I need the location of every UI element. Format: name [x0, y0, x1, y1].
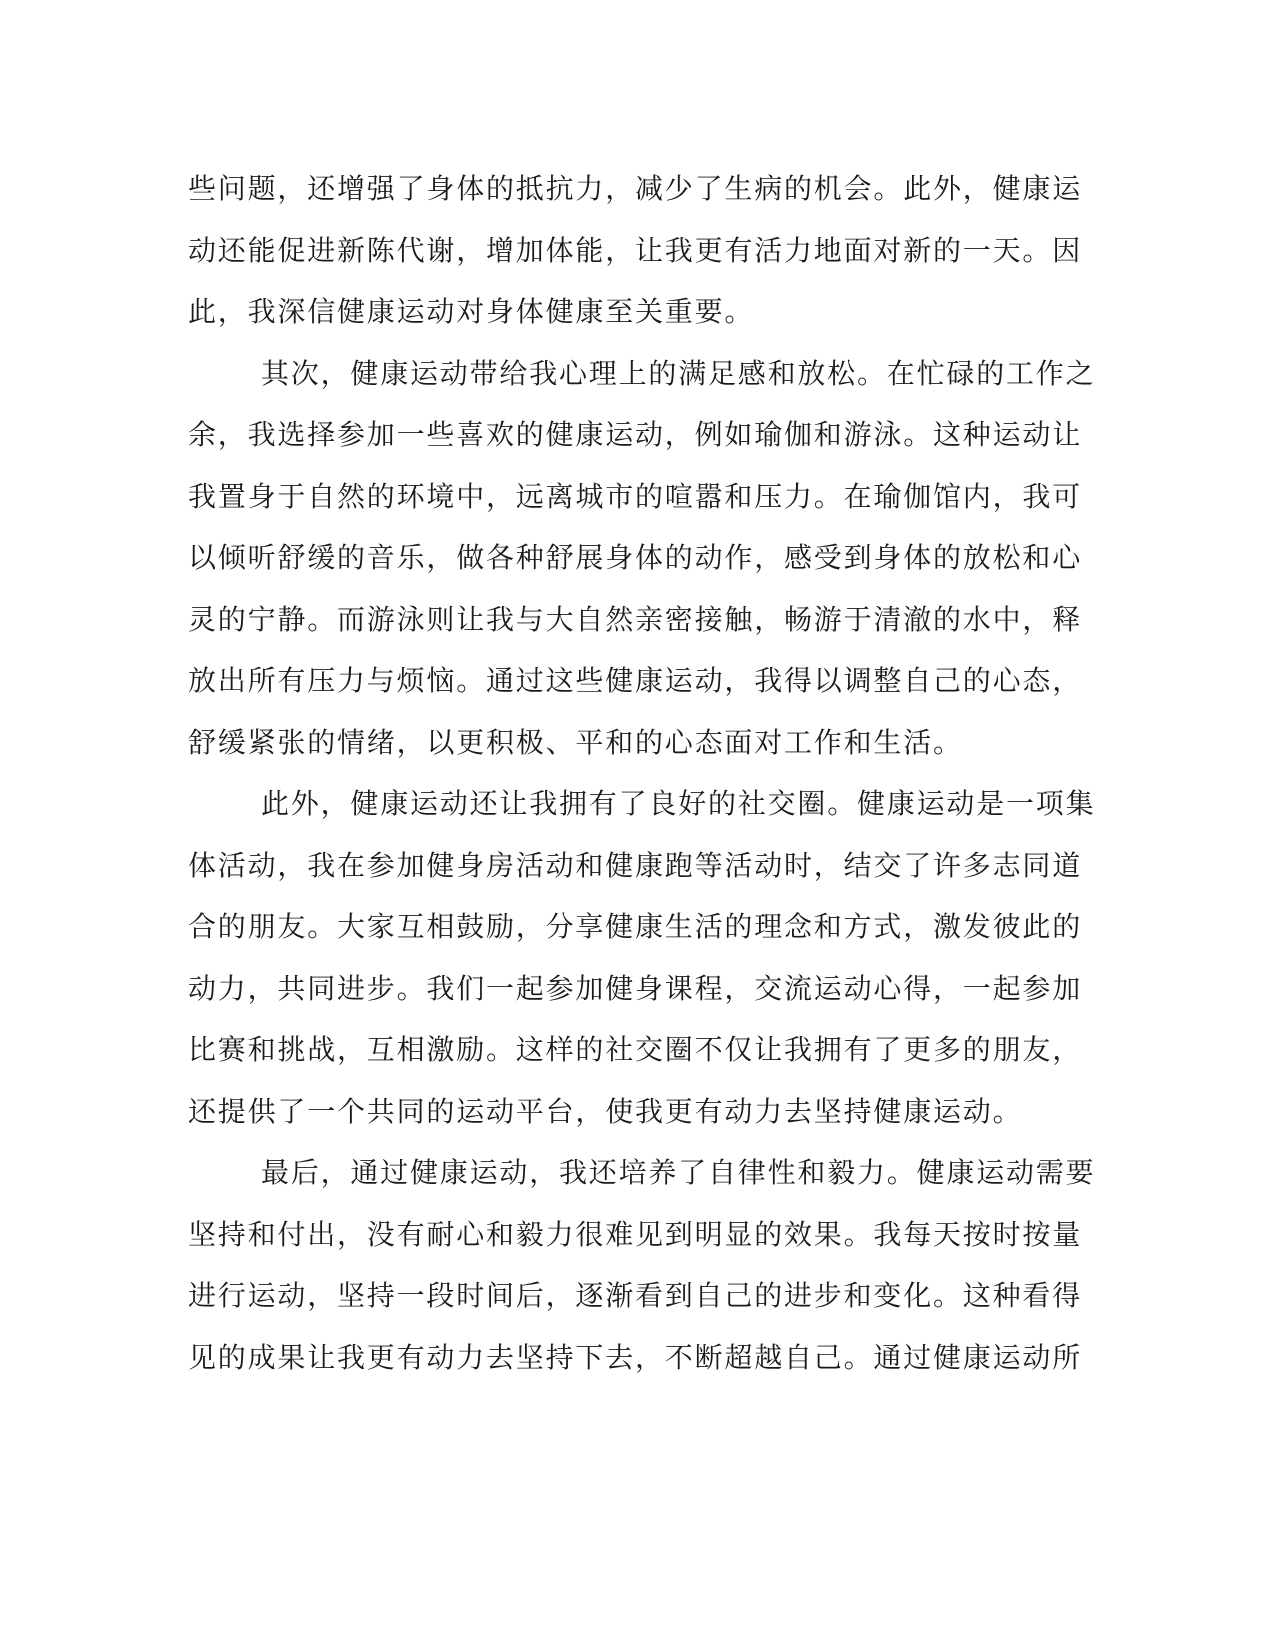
text-line: 动还能促进新陈代谢，增加体能，让我更有活力地面对新的一天。因	[188, 233, 1083, 267]
paragraph-1	[188, 158, 1083, 343]
text-line: 动力，共同进步。我们一起参加健身课程，交流运动心得，一起参加	[188, 971, 1083, 1005]
text-line: 其次，健康运动带给我心理上的满足感和放松。在忙碌的工作之	[261, 356, 1096, 390]
text-line: 还提供了一个共同的运动平台，使我更有动力去坚持健康运动。	[188, 1094, 1023, 1128]
text-line: 余，我选择参加一些喜欢的健康运动，例如瑜伽和游泳。这种运动让	[188, 418, 1083, 451]
text-line: 进行运动，坚持一段时间后，逐渐看到自己的进步和变化。这种看得	[188, 1279, 1083, 1312]
text-line: 此，我深信健康运动对身体健康至关重要。	[188, 295, 755, 328]
paragraph-2	[188, 343, 1096, 774]
text-line: 以倾听舒缓的音乐，做各种舒展身体的动作，感受到身体的放松和心	[188, 541, 1083, 574]
text-line: 体活动，我在参加健身房活动和健康跑等活动时，结交了许多志同道	[188, 848, 1083, 882]
text-line: 放出所有压力与烦恼。通过这些健康运动，我得以调整自己的心态，	[188, 664, 1083, 697]
text-line: 见的成果让我更有动力去坚持下去，不断超越自己。通过健康运动所	[188, 1340, 1083, 1374]
paragraph-4	[188, 1142, 1096, 1388]
text-line: 比赛和挑战，互相激励。这样的社交圈不仅让我拥有了更多的朋友，	[188, 1033, 1083, 1066]
text-line: 灵的宁静。而游泳则让我与大自然亲密接触，畅游于清澈的水中，释	[188, 602, 1083, 636]
text-line: 我置身于自然的环境中，远离城市的喧嚣和压力。在瑜伽馆内，我可	[188, 479, 1083, 513]
text-line: 坚持和付出，没有耐心和毅力很难见到明显的效果。我每天按时按量	[188, 1217, 1083, 1251]
text-line: 合的朋友。大家互相鼓励，分享健康生活的理念和方式，激发彼此的	[188, 910, 1083, 943]
text-line: 此外，健康运动还让我拥有了良好的社交圈。健康运动是一项集	[261, 787, 1096, 820]
text-line: 最后，通过健康运动，我还培养了自律性和毅力。健康运动需要	[261, 1156, 1096, 1189]
paragraph-3	[188, 773, 1096, 1142]
body-text	[188, 158, 1096, 1388]
text-line: 些问题，还增强了身体的抵抗力，减少了生病的机会。此外，健康运	[188, 172, 1083, 205]
text-line: 舒缓紧张的情绪，以更积极、平和的心态面对工作和生活。	[188, 725, 963, 759]
